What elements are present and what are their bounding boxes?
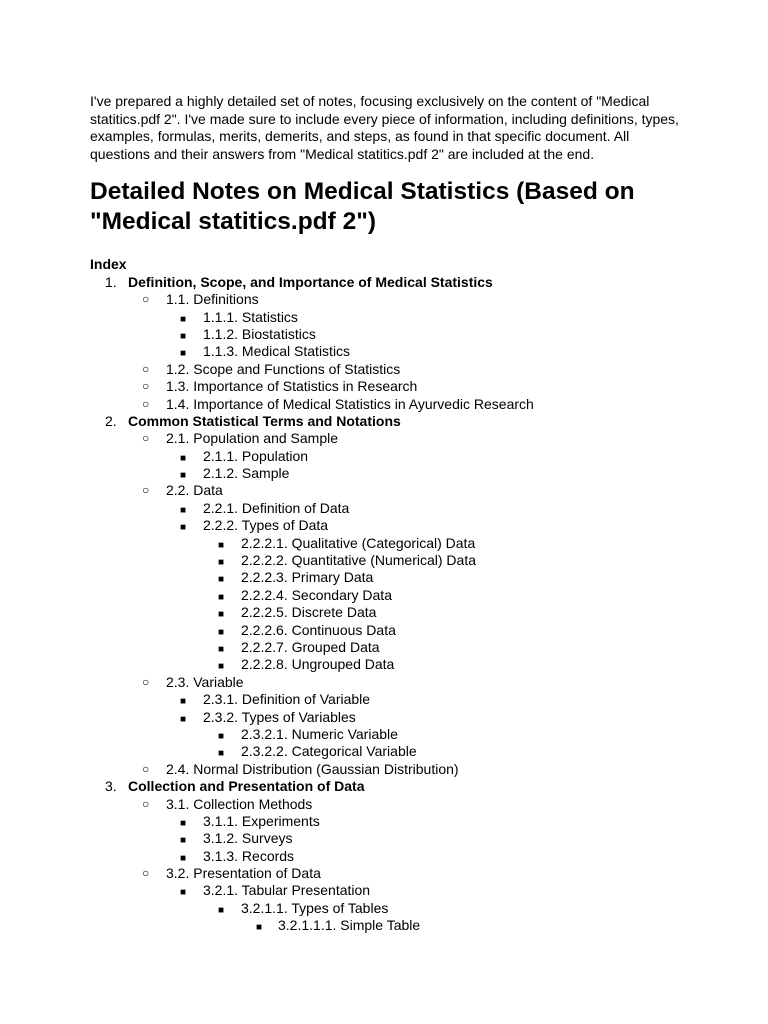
intro-paragraph: I've prepared a highly detailed set of notes, focusing exclusively on the content of "Medical statitics.pdf 2". I've made sure to include every piece of information, including definitions, types, examples, formulas, merits, demerits, and steps, as found in that specific document. All questions and their answers from "Medical statitics.pdf 2" are included at the end. bbox=[90, 93, 679, 162]
index-list bbox=[90, 274, 690, 935]
square-bullet-icon: ■ bbox=[218, 574, 225, 586]
index-item-label: 1.1.1. Statistics bbox=[203, 308, 298, 325]
index-item bbox=[90, 274, 690, 291]
list-number: 3. bbox=[105, 778, 117, 795]
circle-bullet-icon: ○ bbox=[142, 431, 150, 446]
index-item-label: 3.1.1. Experiments bbox=[203, 812, 320, 829]
index-item-label: 2.1.1. Population bbox=[203, 447, 309, 464]
square-bullet-icon: ■ bbox=[180, 522, 187, 534]
index-item bbox=[90, 691, 690, 708]
circle-bullet-icon: ○ bbox=[142, 292, 150, 307]
square-bullet-icon: ■ bbox=[218, 643, 225, 655]
index-item bbox=[90, 309, 690, 326]
index-heading: Index bbox=[90, 256, 127, 273]
index-item bbox=[90, 465, 690, 482]
index-item bbox=[90, 535, 690, 552]
index-item-label: 2.3.2. Types of Variables bbox=[203, 708, 356, 725]
index-item-label: 2.1.2. Sample bbox=[203, 465, 290, 482]
index-item-label: 3.2.1.1. Types of Tables bbox=[241, 899, 389, 916]
index-item bbox=[90, 848, 690, 865]
index-item bbox=[90, 291, 690, 308]
index-item-label: 2.2.2.8. Ungrouped Data bbox=[241, 656, 395, 673]
square-bullet-icon: ■ bbox=[218, 626, 225, 638]
index-item bbox=[90, 500, 690, 517]
index-item-label: Collection and Presentation of Data bbox=[128, 778, 365, 795]
index-item-label: 2.3.2.1. Numeric Variable bbox=[241, 725, 398, 742]
document-page bbox=[90, 93, 690, 935]
circle-bullet-icon: ○ bbox=[142, 379, 150, 394]
index-item-label: 1.3. Importance of Statistics in Research bbox=[166, 378, 418, 395]
circle-bullet-icon: ○ bbox=[142, 674, 150, 689]
index-item-label: 3.1.2. Surveys bbox=[203, 830, 293, 847]
index-item bbox=[90, 639, 690, 656]
index-item bbox=[90, 361, 690, 378]
index-item bbox=[90, 326, 690, 343]
index-item-label: 1.1.3. Medical Statistics bbox=[203, 343, 351, 360]
square-bullet-icon: ■ bbox=[180, 504, 187, 516]
index-item-label: Definition, Scope, and Importance of Medical Statistics bbox=[128, 273, 493, 290]
index-item-label: 2.2.2.6. Continuous Data bbox=[241, 621, 396, 638]
list-number: 2. bbox=[105, 412, 117, 429]
index-item bbox=[90, 813, 690, 830]
index-item-label: 2.2.2.7. Grouped Data bbox=[241, 638, 380, 655]
square-bullet-icon: ■ bbox=[180, 452, 187, 464]
square-bullet-icon: ■ bbox=[180, 835, 187, 847]
index-item-label: Common Statistical Terms and Notations bbox=[128, 412, 401, 429]
index-item bbox=[90, 569, 690, 586]
square-bullet-icon: ■ bbox=[218, 557, 225, 569]
square-bullet-icon: ■ bbox=[180, 852, 187, 864]
index-item bbox=[90, 604, 690, 621]
index-item bbox=[90, 761, 690, 778]
index-item bbox=[90, 378, 690, 395]
index-item-label: 2.3. Variable bbox=[166, 673, 244, 690]
index-item bbox=[90, 396, 690, 413]
index-item bbox=[90, 413, 690, 430]
circle-bullet-icon: ○ bbox=[142, 396, 150, 411]
index-item-label: 2.4. Normal Distribution (Gaussian Distribution) bbox=[166, 760, 459, 777]
index-item bbox=[90, 517, 690, 534]
circle-bullet-icon: ○ bbox=[142, 483, 150, 498]
index-item bbox=[90, 552, 690, 569]
square-bullet-icon: ■ bbox=[256, 922, 263, 934]
square-bullet-icon: ■ bbox=[180, 817, 187, 829]
circle-bullet-icon: ○ bbox=[142, 761, 150, 776]
index-item-label: 2.1. Population and Sample bbox=[166, 430, 339, 447]
square-bullet-icon: ■ bbox=[218, 748, 225, 760]
index-item-label: 2.3.1. Definition of Variable bbox=[203, 691, 371, 708]
square-bullet-icon: ■ bbox=[218, 730, 225, 742]
index-item bbox=[90, 900, 690, 917]
circle-bullet-icon: ○ bbox=[142, 361, 150, 376]
square-bullet-icon: ■ bbox=[218, 661, 225, 673]
index-item-label: 1.4. Importance of Medical Statistics in Ayurvedic Research bbox=[166, 395, 534, 412]
square-bullet-icon: ■ bbox=[180, 348, 187, 360]
circle-bullet-icon: ○ bbox=[142, 796, 150, 811]
index-item bbox=[90, 865, 690, 882]
index-item-label: 2.2.2.1. Qualitative (Categorical) Data bbox=[241, 534, 476, 551]
index-item-label: 1.2. Scope and Functions of Statistics bbox=[166, 360, 401, 377]
index-item-label: 1.1. Definitions bbox=[166, 291, 259, 308]
index-item bbox=[90, 448, 690, 465]
index-item bbox=[90, 709, 690, 726]
index-item-label: 2.2.2.2. Quantitative (Numerical) Data bbox=[241, 552, 476, 569]
square-bullet-icon: ■ bbox=[218, 539, 225, 551]
square-bullet-icon: ■ bbox=[180, 713, 187, 725]
circle-bullet-icon: ○ bbox=[142, 866, 150, 881]
index-item bbox=[90, 622, 690, 639]
index-item bbox=[90, 656, 690, 673]
index-item-label: 2.2.2. Types of Data bbox=[203, 517, 329, 534]
index-item-label: 1.1.2. Biostatistics bbox=[203, 325, 316, 342]
index-item bbox=[90, 674, 690, 691]
square-bullet-icon: ■ bbox=[218, 591, 225, 603]
index-item-label: 2.2.2.5. Discrete Data bbox=[241, 604, 377, 621]
list-number: 1. bbox=[105, 273, 117, 290]
index-item bbox=[90, 430, 690, 447]
square-bullet-icon: ■ bbox=[180, 470, 187, 482]
index-item-label: 3.2.1. Tabular Presentation bbox=[203, 882, 371, 899]
index-item bbox=[90, 343, 690, 360]
index-item-label: 3.1.3. Records bbox=[203, 847, 295, 864]
index-item-label: 2.3.2.2. Categorical Variable bbox=[241, 743, 417, 760]
index-item bbox=[90, 917, 690, 934]
index-item-label: 3.2. Presentation of Data bbox=[166, 865, 321, 882]
square-bullet-icon: ■ bbox=[218, 609, 225, 621]
index-item-label: 2.2.2.3. Primary Data bbox=[241, 569, 374, 586]
index-item bbox=[90, 587, 690, 604]
square-bullet-icon: ■ bbox=[180, 330, 187, 342]
square-bullet-icon: ■ bbox=[180, 696, 187, 708]
index-item bbox=[90, 482, 690, 499]
index-item bbox=[90, 830, 690, 847]
index-item bbox=[90, 778, 690, 795]
index-item-label: 2.2.1. Definition of Data bbox=[203, 499, 350, 516]
index-item bbox=[90, 726, 690, 743]
document-title: Detailed Notes on Medical Statistics (Based on "Medical statitics.pdf 2") bbox=[90, 178, 635, 236]
square-bullet-icon: ■ bbox=[180, 313, 187, 325]
square-bullet-icon: ■ bbox=[180, 887, 187, 899]
index-item bbox=[90, 796, 690, 813]
index-item-label: 3.1. Collection Methods bbox=[166, 795, 313, 812]
index-item bbox=[90, 882, 690, 899]
index-item-label: 2.2.2.4. Secondary Data bbox=[241, 586, 392, 603]
index-item bbox=[90, 743, 690, 760]
square-bullet-icon: ■ bbox=[218, 904, 225, 916]
index-item-label: 3.2.1.1.1. Simple Table bbox=[278, 917, 421, 934]
index-item-label: 2.2. Data bbox=[166, 482, 223, 499]
